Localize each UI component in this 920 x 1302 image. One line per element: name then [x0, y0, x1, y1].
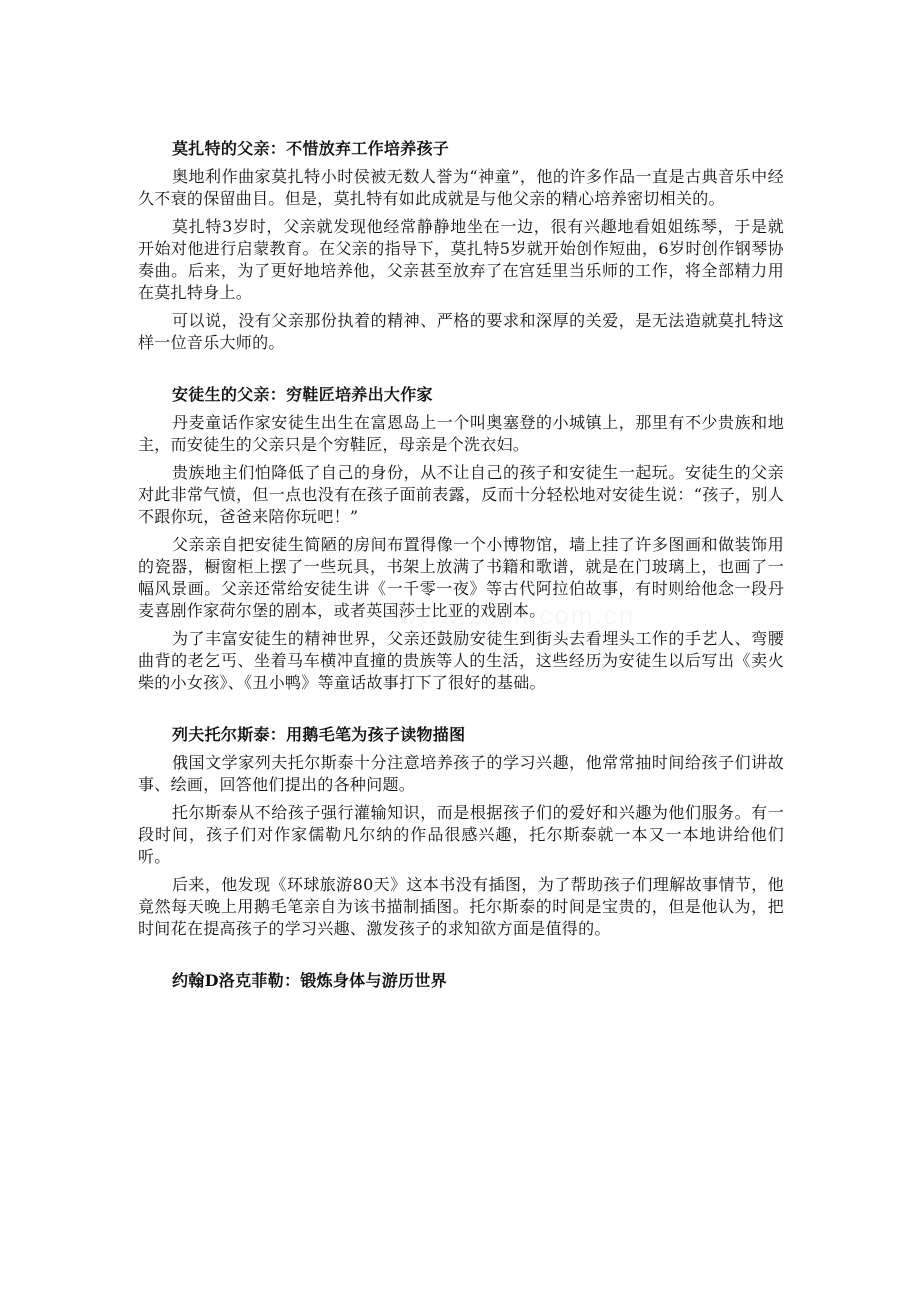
- paragraph: 莫扎特3岁时，父亲就发现他经常静静地坐在一边，很有兴趣地看姐姐练琴，于是就开始对他进行启蒙教育。在父亲的指导下，莫扎特5岁就开始创作短曲，6岁时创作钢琴协奏曲。后来，为了更好地培养他，父亲甚至放弃了在宫廷里当乐师的工作，将全部精力用在莫扎特身上。: [138, 217, 784, 302]
- section-andersen: [138, 384, 784, 694]
- paragraph: 贵族地主们怕降低了自己的身份，从不让自己的孩子和安徒生一起玩。安徒生的父亲对此非常气愤，但一点也没有在孩子面前表露，反而十分轻松地对安徒生说：“孩子，别人不跟你玩，爸爸来陪你玩吧！”: [138, 463, 784, 526]
- paragraph: 俄国文学家列夫托尔斯泰十分注意培养孩子的学习兴趣，他常常抽时间给孩子们讲故事、绘画，回答他们提出的各种问题。: [138, 753, 784, 794]
- section-rockefeller: [138, 970, 784, 992]
- paragraph: 父亲亲自把安徒生简陋的房间布置得像一个小博物馆，墙上挂了许多图画和做装饰用的瓷器，橱窗柜上摆了一些玩具，书架上放满了书籍和歌谱，就是在门玻璃上，也画了一幅风景画。父亲还常给安徒生讲《一千零一夜》等古代阿拉伯故事，有时则给他念一段丹麦喜剧作家荷尔堡的剧本，或者英国莎士比亚的戏剧本。: [138, 535, 784, 620]
- section-mozart: [138, 138, 784, 354]
- section-heading: 约翰D洛克菲勒：锻炼身体与游历世界: [172, 971, 447, 990]
- section-heading: 列夫托尔斯泰：用鹅毛笔为孩子读物描图: [172, 725, 466, 744]
- section-heading: 安徒生的父亲：穷鞋匠培养出大作家: [172, 385, 433, 404]
- document-body: [138, 138, 784, 1022]
- paragraph: 为了丰富安徒生的精神世界，父亲还鼓励安徒生到街头去看埋头工作的手艺人、弯腰曲背的老乞丐、坐着马车横冲直撞的贵族等人的生活，这些经历为安徒生以后写出《卖火柴的小女孩》、《丑小鸭》等童话故事打下了很好的基础。: [138, 629, 784, 692]
- paragraph: 后来，他发现《环球旅游80天》这本书没有插图，为了帮助孩子们理解故事情节，他竟然每天晚上用鹅毛笔亲自为该书描制插图。托尔斯泰的时间是宝贵的，但是他认为，把时间花在提高孩子的学习兴趣、激发孩子的求知欲方面是值得的。: [138, 875, 784, 938]
- paragraph: 丹麦童话作家安徒生出生在富恩岛上一个叫奥塞登的小城镇上，那里有不少贵族和地主，而安徒生的父亲只是个穷鞋匠，母亲是个洗衣妇。: [138, 413, 784, 454]
- section-tolstoy: [138, 724, 784, 940]
- paragraph: 奥地利作曲家莫扎特小时侯被无数人誉为“神童”，他的许多作品一直是古典音乐中经久不衰的保留曲目。但是，莫扎特有如此成就是与他父亲的精心培养密切相关的。: [138, 167, 784, 208]
- paragraph: 可以说，没有父亲那份执着的精神、严格的要求和深厚的关爱，是无法造就莫扎特这样一位音乐大师的。: [138, 311, 784, 352]
- section-heading: 莫扎特的父亲：不惜放弃工作培养孩子: [172, 139, 450, 158]
- paragraph: 托尔斯泰从不给孩子强行灌输知识，而是根据孩子们的爱好和兴趣为他们服务。有一段时间，孩子们对作家儒勒凡尔纳的作品很感兴趣，托尔斯泰就一本又一本地讲给他们听。: [138, 803, 784, 866]
